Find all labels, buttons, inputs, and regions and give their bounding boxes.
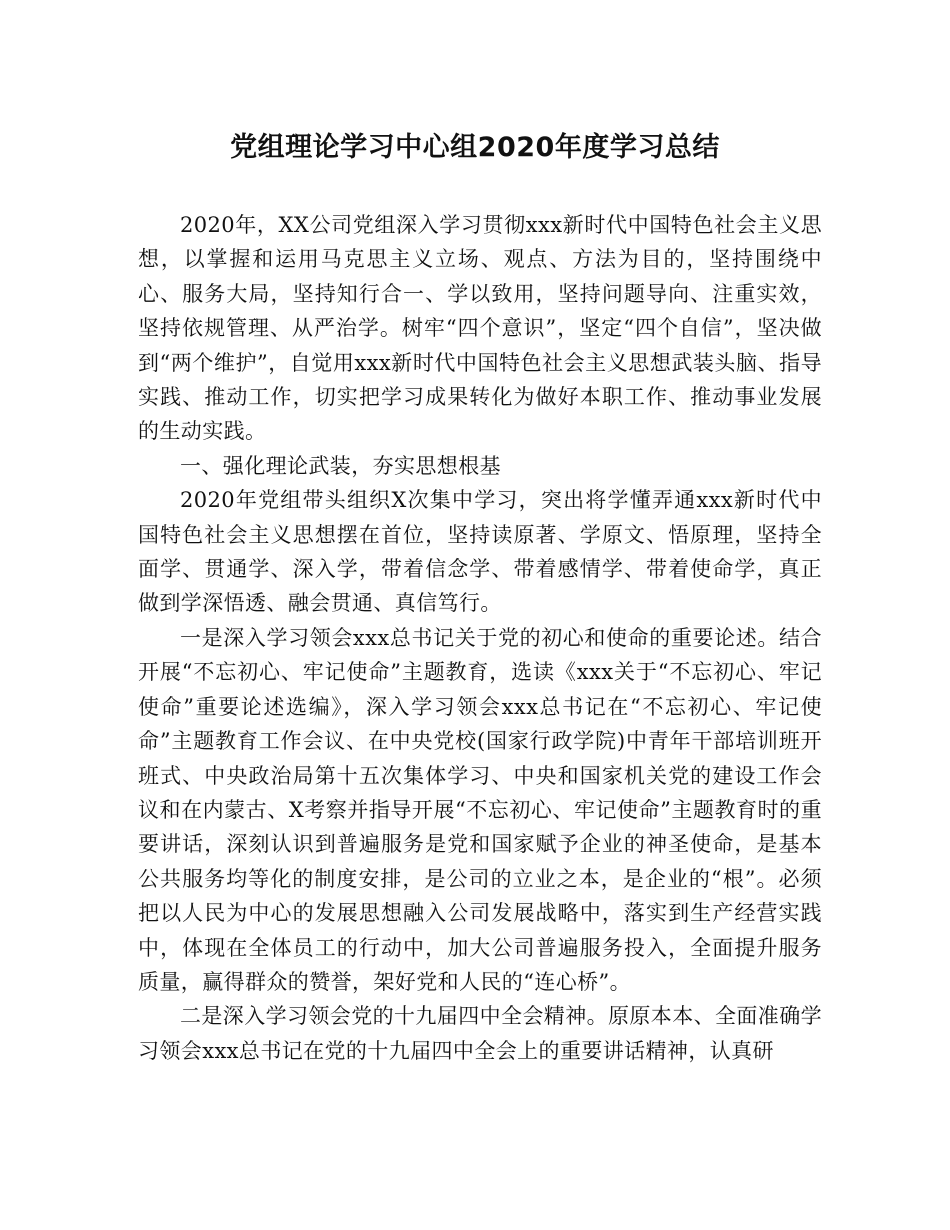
body-paragraph: 二是深入学习领会党的十九届四中全会精神。原原本本、全面准确学习领会xxx总书记在党的十九届四中全会上的重要讲话精神，认真研 (138, 1004, 822, 1063)
body-paragraph: 2020年党组带头组织X次集中学习，突出将学懂弄通xxx新时代中国特色社会主义思想摆在首位，坚持读原著、学原文、悟原理，坚持全面学、贯通学、深入学，带着信念学、带着感情学、带着使命学，真正做到学深悟透、融会贯通、真信笃行。 (138, 488, 822, 616)
document-body (138, 208, 822, 1068)
section-heading: 一、强化理论武装，夯实思想根基 (180, 453, 501, 478)
document-title: 党组理论学习中心组2020年度学习总结 (230, 132, 720, 163)
body-paragraph: 一是深入学习领会xxx总书记关于党的初心和使命的重要论述。结合开展“不忘初心、牢记使命”主题教育，选读《xxx关于“不忘初心、牢记使命”重要论述选编》，深入学习领会xxx总书记在“不忘初心、牢记使命”主题教育工作会议、在中央党校(国家行政学院)中青年干部培训班开班式、中央政治局第十五次集体学习、中央和国家机关党的建设工作会议和在内蒙古、X考察并指导开展“不忘初心、牢记使命”主题教育时的重要讲话，深刻认识到普遍服务是党和国家赋予企业的神圣使命，是基本公共服务均等化的制度安排，是公司的立业之本，是企业的“根”。必须把以人民为中心的发展思想融入公司发展战略中，落实到生产经营实践中，体现在全体员工的行动中，加大公司普遍服务投入，全面提升服务质量，赢得群众的赞誉，架好党和人民的“连心桥”。 (138, 625, 822, 994)
intro-paragraph: 2020年，XX公司党组深入学习贯彻xxx新时代中国特色社会主义思想，以掌握和运用马克思主义立场、观点、方法为目的，坚持围绕中心、服务大局，坚持知行合一、学以致用，坚持问题导向、注重实效，坚持依规管理、从严治学。树牢“四个意识”，坚定“四个自信”，坚决做到“两个维护”，自觉用xxx新时代中国特色社会主义思想武装头脑、指导实践、推动工作，切实把学习成果转化为做好本职工作、推动事业发展的生动实践。 (138, 213, 822, 444)
